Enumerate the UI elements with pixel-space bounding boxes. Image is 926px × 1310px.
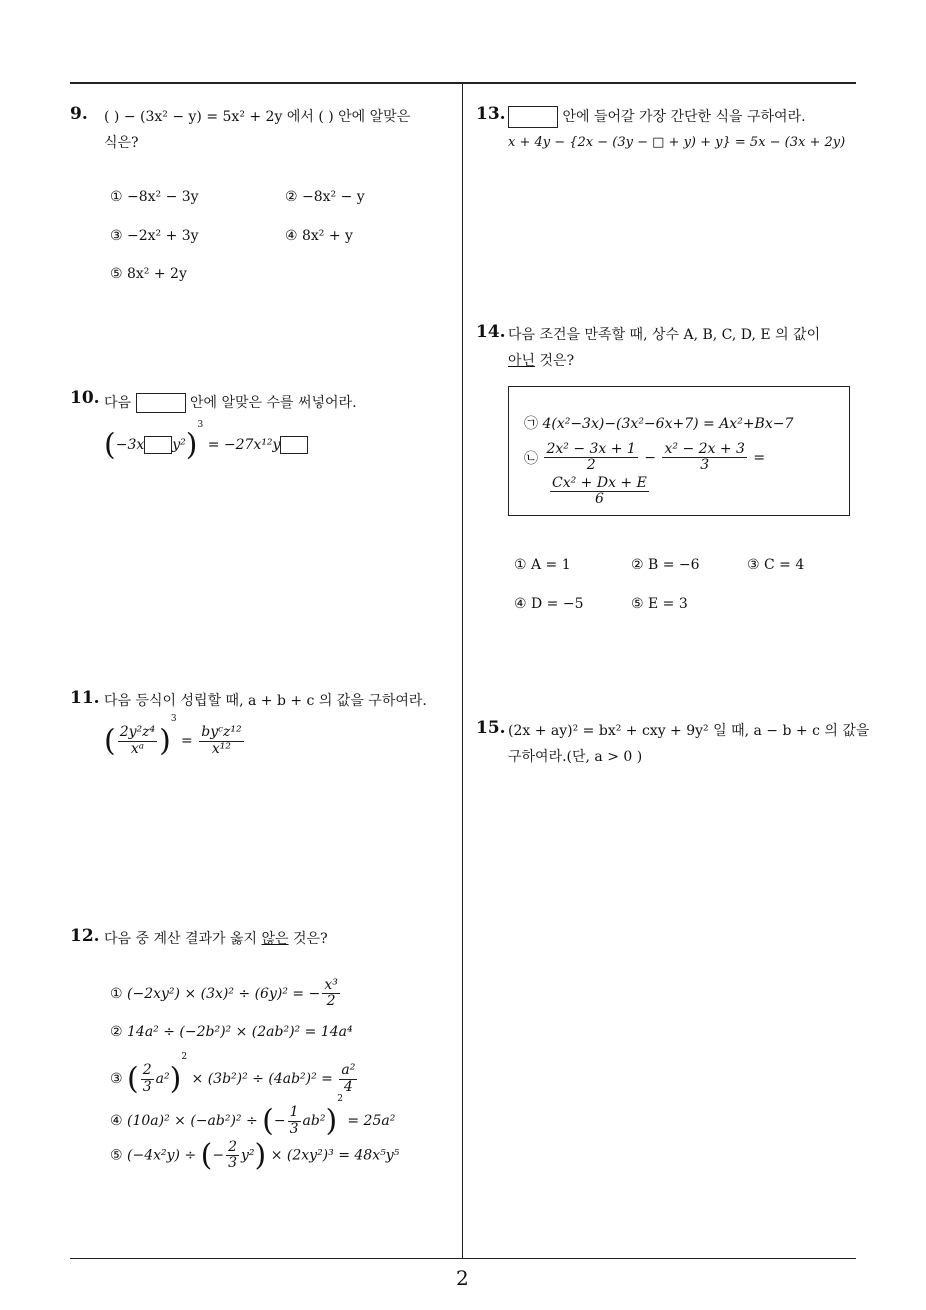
q14-choice-4[interactable]: ④ D = −5 bbox=[514, 596, 584, 612]
q10-stem-post: 안에 알맞은 수를 써넣어라. bbox=[189, 395, 357, 411]
answer-blank-box[interactable] bbox=[144, 436, 172, 454]
q13-stem-text: 안에 들어갈 가장 간단한 식을 구하여라. bbox=[562, 109, 806, 125]
q11-stem: 다음 등식이 성립할 때, a + b + c 의 값을 구하여라. bbox=[104, 693, 427, 709]
q12-stem-underlined: 않은 bbox=[261, 931, 289, 947]
q12-choice-5[interactable] bbox=[110, 1138, 399, 1173]
right-paren: ) bbox=[159, 723, 171, 759]
q12-c3-exp: 2 bbox=[181, 1052, 188, 1062]
q9-choice-5[interactable]: ⑤ 8x² + 2y bbox=[110, 266, 187, 282]
answer-blank-box[interactable] bbox=[508, 106, 558, 128]
right-paren: ) bbox=[185, 427, 198, 463]
q12-stem bbox=[104, 928, 328, 948]
minus-sign: − bbox=[212, 1147, 225, 1164]
left-paren: ( bbox=[262, 1103, 274, 1139]
choice-mark: ② bbox=[110, 1024, 123, 1040]
q12-c4-fraction bbox=[288, 1105, 301, 1137]
right-paren: ) bbox=[254, 1138, 267, 1173]
frac-den: 3 bbox=[700, 457, 710, 474]
q11-lhs-den: xᵃ bbox=[130, 740, 144, 757]
q11-lhs-num: 2y²z⁴ bbox=[119, 724, 156, 741]
q14-f3 bbox=[550, 476, 649, 508]
frac-den: 3 bbox=[228, 1155, 238, 1171]
bottom-rule bbox=[70, 1258, 856, 1259]
left-paren: ( bbox=[104, 427, 116, 463]
q12-c3-fraction bbox=[141, 1063, 154, 1095]
equals-sign: = bbox=[753, 449, 766, 466]
q11-equation bbox=[104, 714, 246, 759]
frac-den: 4 bbox=[343, 1078, 353, 1095]
q10-number: 10. bbox=[70, 388, 100, 408]
q12-stem-post: 것은? bbox=[293, 931, 328, 947]
frac-num: 2 bbox=[142, 1062, 152, 1079]
q14-stem-line2 bbox=[508, 350, 574, 370]
choice-mark: ④ bbox=[110, 1113, 123, 1129]
frac-num: a² bbox=[341, 1062, 356, 1079]
q10-eq-mid: y² bbox=[172, 437, 186, 453]
top-rule bbox=[70, 82, 856, 84]
q12-c5-expr: (−4x²y) ÷ bbox=[127, 1147, 197, 1164]
minus-sign: − bbox=[644, 449, 657, 466]
q11-lhs-exp: 3 bbox=[170, 714, 177, 724]
q9-choice-1[interactable]: ① −8x² − 3y bbox=[110, 189, 199, 205]
q12-c4-exp: 2 bbox=[337, 1094, 343, 1104]
condition-mark: ㉡ bbox=[524, 450, 538, 467]
frac-num: 2 bbox=[228, 1138, 238, 1155]
q12-c1-expr: (−2xy²) × (3x)² ÷ (6y)² = − bbox=[127, 985, 321, 1002]
q14-stem-post: 것은? bbox=[539, 353, 575, 369]
q14-stem-underlined: 아닌 bbox=[508, 353, 536, 369]
q11-number: 11. bbox=[70, 688, 100, 708]
frac-den: 2 bbox=[586, 457, 596, 474]
q14-f1 bbox=[544, 442, 637, 474]
q12-c2-expr: 14a² ÷ (−2b²)² × (2ab²)² = 14a⁴ bbox=[127, 1024, 353, 1040]
q10-stem bbox=[104, 392, 357, 413]
right-paren: ) bbox=[325, 1103, 338, 1139]
q12-c5-inner: y² bbox=[241, 1147, 255, 1164]
page-number: 2 bbox=[456, 1266, 469, 1290]
q12-choice-2[interactable] bbox=[110, 1024, 353, 1040]
frac-den: 3 bbox=[289, 1120, 299, 1137]
q10-eq-right: = −27x¹²y bbox=[207, 437, 281, 453]
q10-eq-exp: 3 bbox=[197, 420, 204, 430]
q14-condition-2 bbox=[524, 442, 765, 474]
q14-choice-5[interactable]: ⑤ E = 3 bbox=[631, 596, 688, 612]
frac-den: 2 bbox=[326, 993, 336, 1010]
q11-rhs-num: byᶜz¹² bbox=[201, 724, 242, 741]
choice-mark: ① bbox=[110, 985, 123, 1002]
left-paren: ( bbox=[104, 723, 116, 759]
frac-num: x² − 2x + 3 bbox=[664, 441, 745, 457]
q12-stem-pre: 다음 중 계산 결과가 옳지 bbox=[104, 931, 258, 947]
q14-choice-1[interactable]: ① A = 1 bbox=[514, 557, 571, 573]
q12-c3-result bbox=[339, 1063, 357, 1095]
q13-equation: x + 4y − {2x − (3y − □ + y) + y} = 5x − (3x + 2y) bbox=[508, 135, 846, 150]
frac-den: 3 bbox=[142, 1078, 152, 1095]
frac-num: 2x² − 3x + 1 bbox=[546, 441, 636, 457]
q14-condition-1 bbox=[524, 413, 793, 433]
q14-stem-line1: 다음 조건을 만족할 때, 상수 A, B, C, D, E 의 값이 bbox=[508, 327, 821, 343]
q14-choice-2[interactable]: ② B = −6 bbox=[631, 557, 700, 573]
left-paren: ( bbox=[200, 1138, 213, 1173]
frac-num: 1 bbox=[289, 1104, 299, 1121]
q14-choice-3[interactable]: ③ C = 4 bbox=[747, 557, 805, 573]
q10-eq-left: −3x bbox=[115, 437, 145, 453]
q12-choice-4[interactable] bbox=[110, 1094, 395, 1139]
q12-c4-inner: ab² bbox=[302, 1113, 326, 1129]
q11-rhs-den: x¹² bbox=[211, 740, 231, 757]
column-divider bbox=[462, 84, 463, 1259]
q10-equation bbox=[104, 420, 308, 463]
frac-num: x³ bbox=[324, 977, 338, 993]
q9-stem-line2: 식은? bbox=[104, 135, 139, 151]
q9-number: 9. bbox=[70, 104, 88, 124]
frac-den: 6 bbox=[594, 491, 604, 508]
q9-stem-line1: ( ) − (3x² − y) = 5x² + 2y 에서 ( ) 안에 알맞은 bbox=[104, 109, 411, 125]
q10-stem-pre: 다음 bbox=[104, 395, 132, 411]
q11-rhs-fraction bbox=[199, 725, 243, 757]
q12-choice-3[interactable] bbox=[110, 1052, 359, 1097]
q12-c5-fraction bbox=[226, 1140, 239, 1172]
equals-sign: = bbox=[181, 733, 193, 749]
q14-cond1-expr: 4(x²−3x)−(3x²−6x+7) = Ax²+Bx−7 bbox=[542, 416, 794, 432]
q12-c3-expr: × (3b²)² ÷ (4ab²)² = bbox=[191, 1071, 333, 1087]
answer-blank-box[interactable] bbox=[136, 393, 186, 413]
minus-sign: − bbox=[273, 1113, 286, 1129]
q13-number: 13. bbox=[476, 104, 506, 124]
q12-number: 12. bbox=[70, 926, 100, 946]
frac-num: Cx² + Dx + E bbox=[552, 475, 647, 491]
choice-mark: ③ bbox=[110, 1071, 123, 1087]
q12-c3-inner: a² bbox=[155, 1071, 170, 1087]
q15-number: 15. bbox=[476, 718, 506, 738]
q14-f2 bbox=[662, 442, 746, 474]
q12-c4-tail: = 25a² bbox=[347, 1113, 396, 1129]
q12-c4-expr: (10a)² × (−ab²)² ÷ bbox=[127, 1113, 258, 1129]
q14-condition-2-cont bbox=[548, 476, 651, 508]
q15-stem-line2: 구하여라.(단, a > 0 ) bbox=[508, 749, 643, 765]
q9-choice-4[interactable]: ④ 8x² + y bbox=[285, 228, 353, 244]
choice-mark: ⑤ bbox=[110, 1147, 123, 1164]
q9-choice-3[interactable]: ③ −2x² + 3y bbox=[110, 228, 199, 244]
q9-choice-2[interactable]: ② −8x² − y bbox=[285, 189, 365, 205]
q13-stem bbox=[508, 106, 806, 128]
q15-stem-line1: (2x + ay)² = bx² + cxy + 9y² 일 때, a − b + c 의 값을 bbox=[508, 723, 870, 739]
right-paren: ) bbox=[169, 1061, 182, 1097]
q11-lhs-fraction bbox=[118, 725, 157, 757]
left-paren: ( bbox=[127, 1061, 139, 1097]
q12-choice-1[interactable] bbox=[110, 978, 342, 1010]
condition-mark: ㉠ bbox=[524, 416, 538, 432]
q12-c5-tail: × (2xy²)³ = 48x⁵y⁵ bbox=[270, 1147, 400, 1164]
q12-c1-fraction bbox=[322, 978, 340, 1010]
q14-number: 14. bbox=[476, 322, 506, 342]
answer-blank-box[interactable] bbox=[280, 436, 308, 454]
